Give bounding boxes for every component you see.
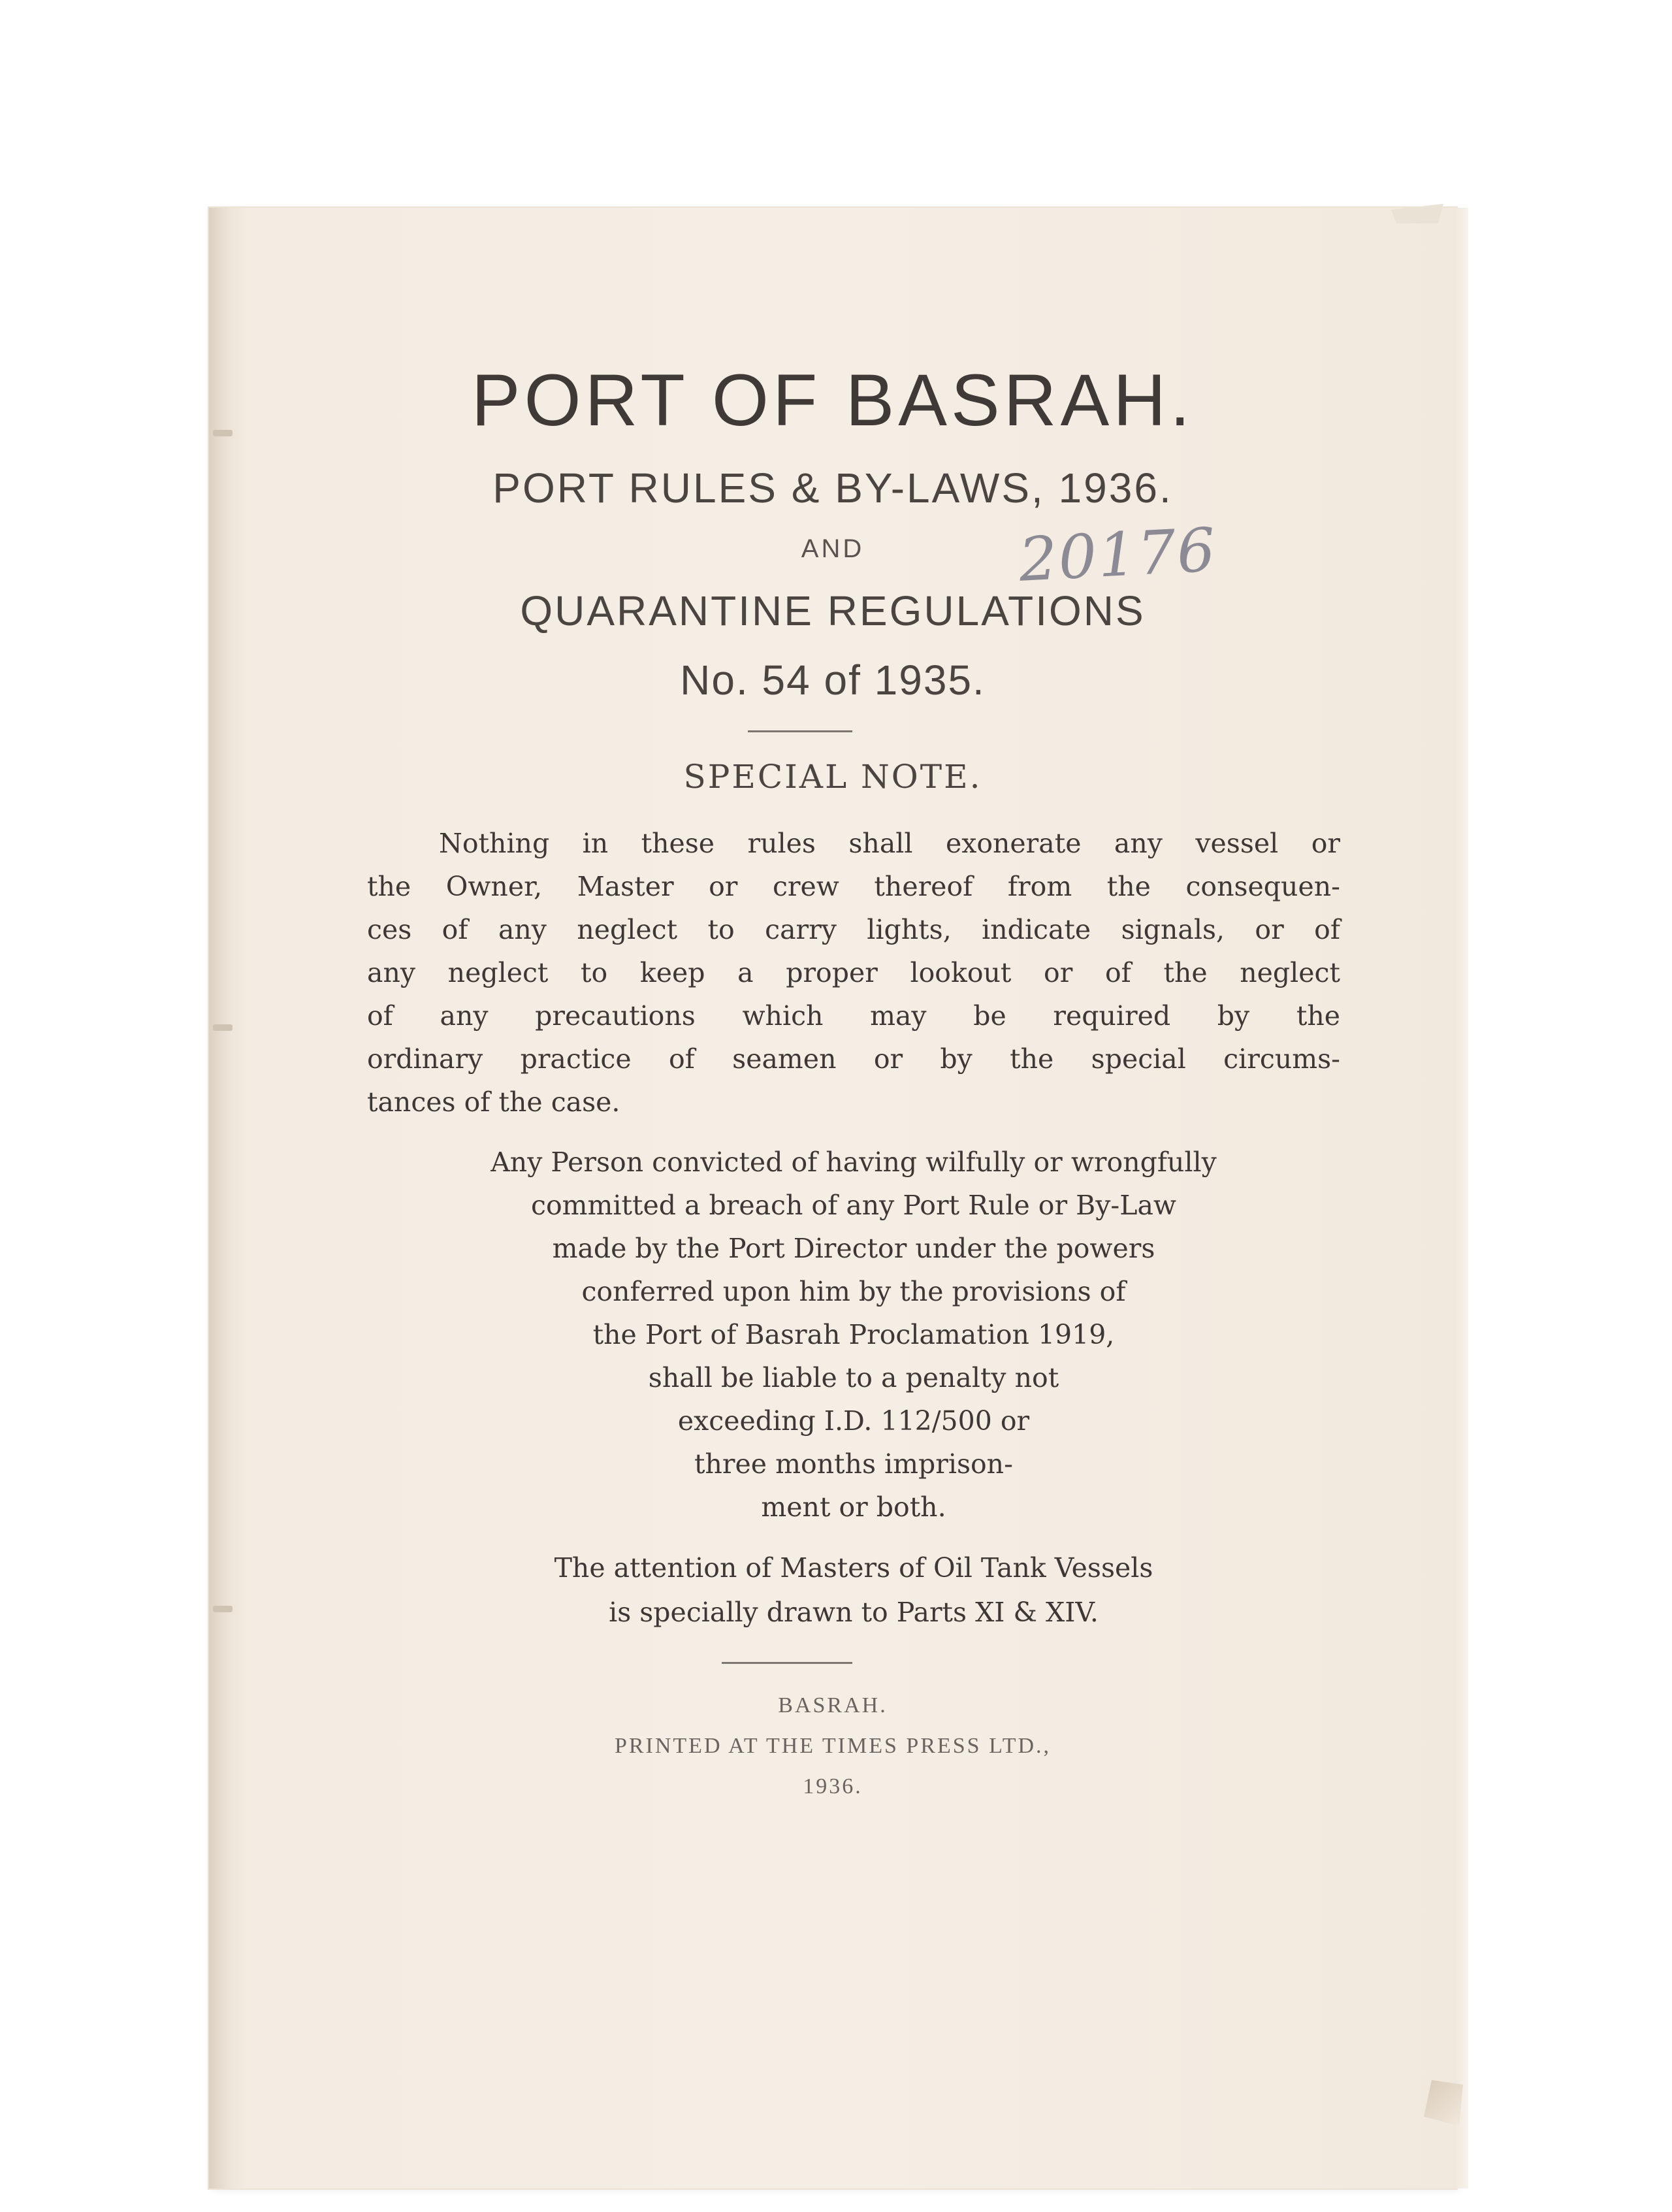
imprint-line: BASRAH. [778,1693,888,1717]
handwritten-note: 20176 [1017,515,1219,595]
document-title: PORT OF BASRAH. [471,359,1195,441]
paragraph-line: exceeding I.D. 112/500 or [677,1405,1030,1437]
special-note-heading: SPECIAL NOTE. [683,758,982,796]
paragraph-line: the Port of Basrah Proclamation 1919, [592,1319,1115,1350]
staple-mark [213,1024,233,1031]
paragraph-penalty [367,1141,1340,1529]
paragraph-line: ment or both. [761,1491,946,1523]
paragraph-line: is specially drawn to Parts XI & XIV. [609,1597,1099,1628]
printer-imprint [209,1685,1456,1807]
paragraph-line: The attention of Masters of Oil Tank Vessels [554,1552,1153,1584]
paragraph-line: conferred upon him by the provisions of [581,1276,1126,1307]
conjunction-and: AND [801,534,865,563]
paragraph-line: Any Person convicted of having wilfully or wrongfully [490,1147,1217,1178]
document-subtitle: PORT RULES & BY-LAWS, 1936. [492,464,1173,512]
staple-mark [213,1606,233,1612]
paragraph-oil-tank [367,1546,1340,1635]
paragraph-line: the Owner, Master or crew thereof from the consequen- [367,871,1340,902]
paragraph-special-note [367,822,1340,1124]
paragraph-line: made by the Port Director under the powers [552,1233,1155,1264]
document-page [209,208,1456,2188]
imprint-line: PRINTED AT THE TIMES PRESS LTD., [614,1734,1052,1758]
paragraph-line: shall be liable to a penalty not [648,1362,1059,1393]
paragraph-line: ces of any neglect to carry lights, indicate signals, or of [367,914,1340,945]
paragraph-line: of any precautions which may be required by the [367,1000,1340,1032]
regulation-number: No. 54 of 1935. [680,657,986,704]
paragraph-line: tances of the case. [367,1086,620,1118]
divider [748,730,852,732]
imprint-line: 1936. [803,1774,863,1798]
corner-wear [1424,2080,1463,2126]
corner-wear [1391,204,1443,223]
paragraph-line: three months imprison- [694,1448,1013,1480]
paragraph-line: Nothing in these rules shall exonerate any vessel or [439,828,1340,859]
paragraph-line: committed a breach of any Port Rule or By-Law [530,1190,1176,1221]
paragraph-line: any neglect to keep a proper lookout or of the neglect [367,957,1340,988]
divider [722,1662,852,1664]
paragraph-line: ordinary practice of seamen or by the special circums- [367,1043,1340,1075]
quarantine-heading: QUARANTINE REGULATIONS [520,587,1146,634]
